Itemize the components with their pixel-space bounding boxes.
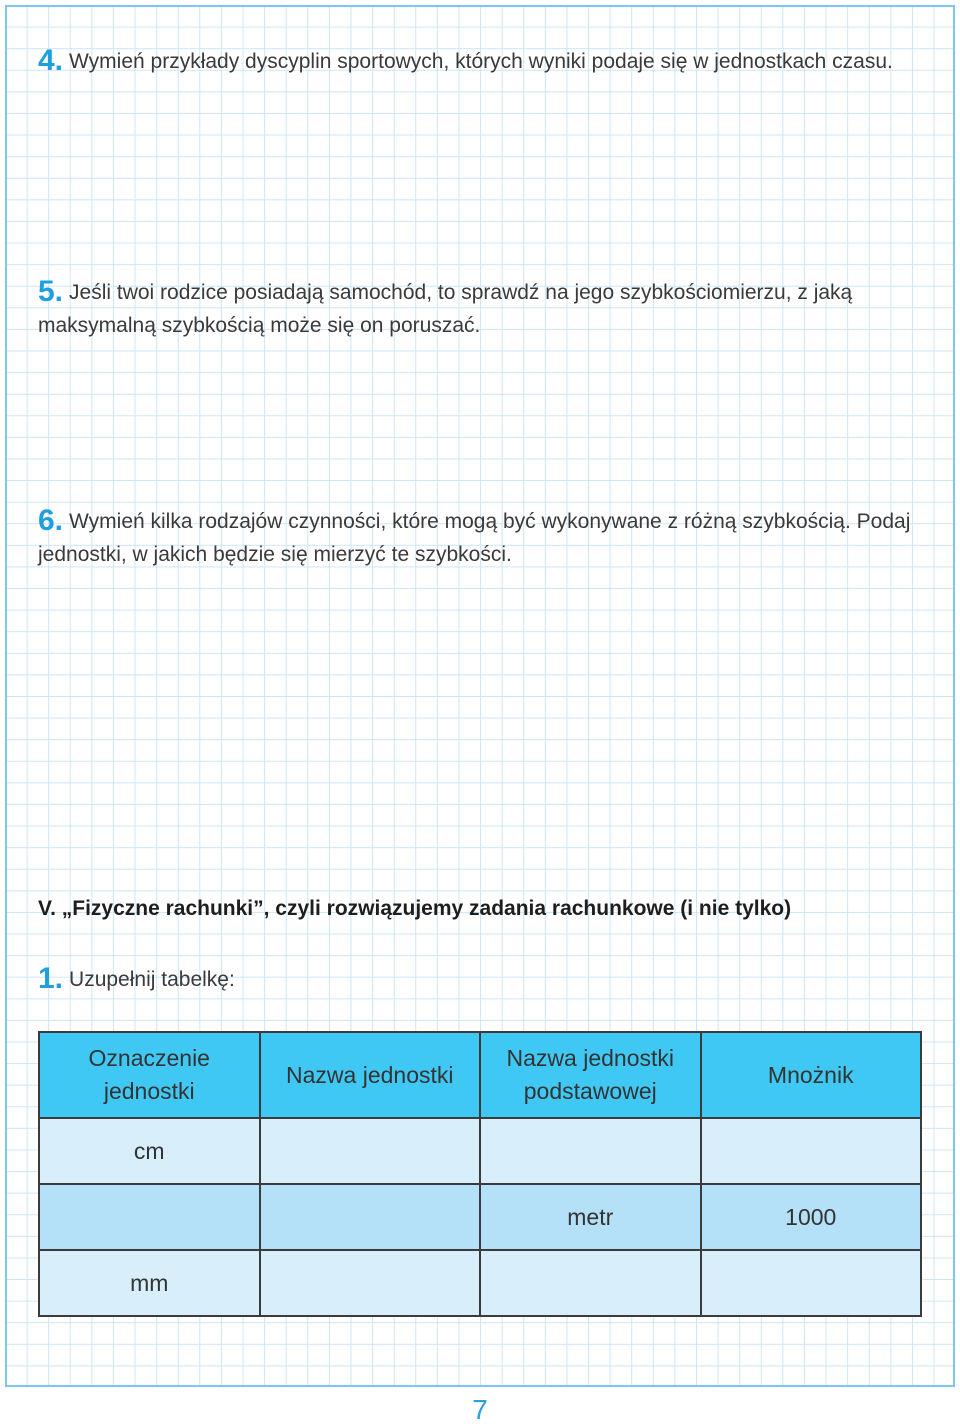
table-cell: mm — [39, 1250, 260, 1316]
table-cell[interactable] — [39, 1184, 260, 1250]
table-row — [39, 1118, 921, 1184]
header-unit-symbol: Oznaczenie jednostki — [39, 1032, 260, 1118]
table-header-row — [39, 1032, 921, 1118]
task-text: Uzupełnij tabelkę: — [69, 968, 235, 991]
task-text: Wymień przykłady dyscyplin sportowych, których wyniki podaje się w jednostkach czasu. — [69, 50, 893, 73]
table-cell: 1000 — [701, 1184, 922, 1250]
table-cell[interactable] — [260, 1118, 481, 1184]
section-heading: V. „Fizyczne rachunki”, czyli rozwiązujemy zadania rachunkowe (i nie tylko) — [38, 897, 792, 920]
table-cell[interactable] — [260, 1250, 481, 1316]
task-6 — [38, 504, 928, 571]
table-cell: metr — [480, 1184, 701, 1250]
task-number: 1. — [38, 962, 64, 995]
table-cell[interactable] — [701, 1250, 922, 1316]
task-4 — [38, 44, 928, 78]
task-text: Wymień kilka rodzajów czynności, które mogą być wykonywane z różną szybkością. Podaj jednostki, w jakich będzie się mierzyć te szybkości. — [38, 510, 911, 566]
header-unit-name: Nazwa jednostki — [260, 1032, 481, 1118]
task-1 — [38, 962, 928, 996]
header-multiplier: Mnożnik — [701, 1032, 922, 1118]
units-table — [38, 1031, 922, 1317]
task-number: 5. — [38, 275, 64, 308]
header-base-unit-name: Nazwa jednostki podstawowej — [480, 1032, 701, 1118]
task-text: Jeśli twoi rodzice posiadają samochód, to sprawdź na jego szybkościomierzu, z jaką maksymalną szybkością może się on poruszać. — [38, 281, 853, 337]
task-number: 4. — [38, 44, 64, 77]
table-row — [39, 1184, 921, 1250]
table-cell[interactable] — [480, 1250, 701, 1316]
table-cell: cm — [39, 1118, 260, 1184]
table-cell[interactable] — [260, 1184, 481, 1250]
table-cell[interactable] — [480, 1118, 701, 1184]
task-number: 6. — [38, 504, 64, 537]
table-row — [39, 1250, 921, 1316]
task-5 — [38, 275, 928, 342]
table-cell[interactable] — [701, 1118, 922, 1184]
page-number: 7 — [472, 1394, 488, 1425]
